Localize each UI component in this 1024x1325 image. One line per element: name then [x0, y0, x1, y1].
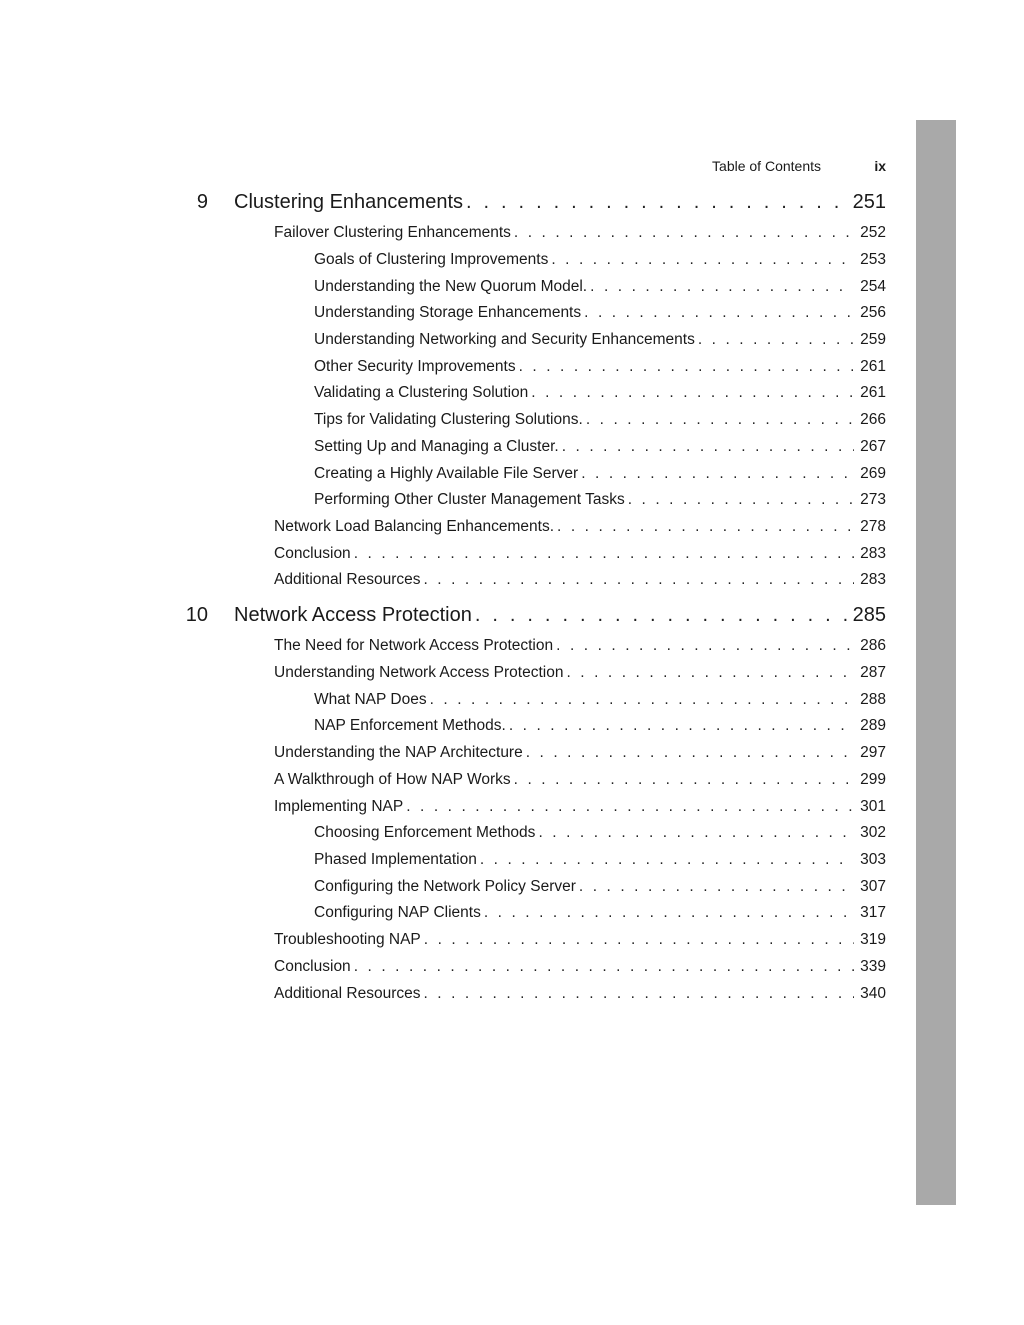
toc-entry-title: NAP Enforcement Methods.	[314, 717, 506, 734]
chapter-number: 9	[196, 191, 208, 213]
toc-entry-title: Implementing NAP	[274, 798, 404, 815]
toc-subentry[interactable]	[314, 302, 886, 324]
toc-entry-title: Understanding Networking and Security Enhancements	[314, 331, 695, 348]
toc-entry-page: 267	[860, 438, 886, 455]
toc-entry-title: Goals of Clustering Improvements	[314, 251, 549, 268]
dot-leader	[566, 662, 854, 684]
dot-leader	[698, 329, 854, 351]
toc-subentry[interactable]	[314, 356, 886, 378]
toc-entry[interactable]	[274, 742, 886, 764]
running-head-title: Table of Contents	[712, 158, 821, 174]
dot-leader	[423, 569, 854, 591]
toc-entry[interactable]	[274, 222, 886, 244]
dot-leader	[531, 382, 854, 404]
chapter-title-line[interactable]	[234, 601, 886, 629]
chapter-title-line[interactable]	[234, 188, 886, 216]
toc-entry-title: The Need for Network Access Protection	[274, 637, 554, 654]
dot-leader	[423, 983, 854, 1005]
toc-entry-title: Additional Resources	[274, 571, 421, 588]
toc-entry-title: Phased Implementation	[314, 851, 477, 868]
toc-entry[interactable]	[274, 796, 886, 818]
dot-leader	[354, 543, 854, 565]
dot-leader	[556, 635, 854, 657]
toc-entry-title: Failover Clustering Enhancements	[274, 224, 511, 241]
toc-entry-page: 317	[860, 904, 886, 921]
toc-entry-title: Performing Other Cluster Management Tasks	[314, 491, 625, 508]
toc-entry-title: Understanding Storage Enhancements	[314, 304, 582, 321]
dot-leader	[466, 188, 847, 216]
chapter-title: Network Access Protection	[234, 604, 472, 626]
chapter-page: 251	[852, 191, 886, 213]
toc-entry-title: Setting Up and Managing a Cluster.	[314, 438, 559, 455]
toc-subentry[interactable]	[314, 249, 886, 271]
toc-entry[interactable]	[274, 635, 886, 657]
toc-entry-title: Configuring NAP Clients	[314, 904, 481, 921]
toc-entry-page: 286	[860, 637, 886, 654]
toc-entry[interactable]	[274, 769, 886, 791]
toc-subentry[interactable]	[314, 876, 886, 898]
toc-subentry[interactable]	[314, 902, 886, 924]
toc-entry-page: 278	[860, 518, 886, 535]
toc-entry-page: 289	[860, 717, 886, 734]
toc-subentry[interactable]	[314, 382, 886, 404]
toc-entry-title: Choosing Enforcement Methods	[314, 824, 536, 841]
toc-entry-page: 283	[860, 571, 886, 588]
toc-entry-title: Validating a Clustering Solution	[314, 384, 529, 401]
toc-entry-title: Network Load Balancing Enhancements.	[274, 518, 555, 535]
chapter-number: 10	[185, 604, 208, 626]
toc-entry[interactable]	[274, 516, 886, 538]
toc-entry-title: Tips for Validating Clustering Solutions.	[314, 411, 583, 428]
dot-leader	[586, 409, 854, 431]
page-edge-thumb-tab	[916, 120, 956, 1205]
dot-leader	[514, 222, 854, 244]
toc-entry-title: Additional Resources	[274, 985, 421, 1002]
toc-entry-page: 273	[860, 491, 886, 508]
toc-entry-page: 302	[860, 824, 886, 841]
dot-leader	[526, 742, 854, 764]
toc-entry-title: Understanding the New Quorum Model.	[314, 278, 588, 295]
toc-entry[interactable]	[274, 543, 886, 565]
toc-entry-page: 299	[860, 771, 886, 788]
toc-entry-page: 269	[860, 465, 886, 482]
dot-leader	[584, 302, 854, 324]
toc-entry-title: Understanding the NAP Architecture	[274, 744, 523, 761]
toc-entry[interactable]	[274, 929, 886, 951]
dot-leader	[406, 796, 854, 818]
running-head-page-number: ix	[874, 158, 886, 174]
toc-entry[interactable]	[274, 569, 886, 591]
toc-entry-page: 297	[860, 744, 886, 761]
toc-entry-title: A Walkthrough of How NAP Works	[274, 771, 511, 788]
toc-entry-page: 252	[860, 224, 886, 241]
dot-leader	[557, 516, 854, 538]
dot-leader	[424, 929, 854, 951]
toc-entry-page: 303	[860, 851, 886, 868]
dot-leader	[475, 601, 847, 629]
dot-leader	[484, 902, 854, 924]
toc-entry-title: Understanding Network Access Protection	[274, 664, 564, 681]
toc-subentry[interactable]	[314, 822, 886, 844]
toc-entry-title: Conclusion	[274, 545, 351, 562]
toc-entry-page: 307	[860, 878, 886, 895]
toc-entry-page: 319	[860, 931, 886, 948]
toc-subentry[interactable]	[314, 715, 886, 737]
toc-entry-page: 259	[860, 331, 886, 348]
toc-entry-page: 261	[860, 384, 886, 401]
toc-subentry[interactable]	[314, 436, 886, 458]
toc-subentry[interactable]	[314, 489, 886, 511]
toc-subentry[interactable]	[314, 276, 886, 298]
dot-leader	[509, 715, 854, 737]
dot-leader	[480, 849, 854, 871]
toc-entry-page: 301	[860, 798, 886, 815]
toc-subentry[interactable]	[314, 849, 886, 871]
toc-entry-page: 287	[860, 664, 886, 681]
toc-entry-page: 288	[860, 691, 886, 708]
running-head	[600, 157, 886, 175]
toc-entry-page: 254	[860, 278, 886, 295]
toc-entry[interactable]	[274, 662, 886, 684]
dot-leader	[354, 956, 854, 978]
dot-leader	[430, 689, 855, 711]
toc-entry-title: Troubleshooting NAP	[274, 931, 421, 948]
dot-leader	[579, 876, 854, 898]
chapter-title: Clustering Enhancements	[234, 191, 464, 213]
toc-entry[interactable]	[274, 983, 886, 1005]
toc-subentry[interactable]	[314, 689, 886, 711]
toc-subentry[interactable]	[314, 329, 886, 351]
dot-leader	[590, 276, 854, 298]
dot-leader	[581, 463, 854, 485]
toc-entry-page: 253	[860, 251, 886, 268]
dot-leader	[628, 489, 854, 511]
toc-subentry[interactable]	[314, 409, 886, 431]
toc-entry-title: What NAP Does	[314, 691, 427, 708]
toc-entry-title: Other Security Improvements	[314, 358, 516, 375]
toc-entry-page: 283	[860, 545, 886, 562]
toc-entry-page: 266	[860, 411, 886, 428]
toc-subentry[interactable]	[314, 463, 886, 485]
toc-entry-title: Configuring the Network Policy Server	[314, 878, 576, 895]
toc-entry-title: Conclusion	[274, 958, 351, 975]
toc-entry-page: 256	[860, 304, 886, 321]
dot-leader	[514, 769, 855, 791]
toc-entry-page: 339	[860, 958, 886, 975]
chapter-page: 285	[852, 604, 886, 626]
dot-leader	[538, 822, 854, 844]
toc-entry-page: 261	[860, 358, 886, 375]
toc-entry[interactable]	[274, 956, 886, 978]
dot-leader	[519, 356, 855, 378]
toc-entry-page: 340	[860, 985, 886, 1002]
dot-leader	[562, 436, 854, 458]
dot-leader	[551, 249, 854, 271]
toc-entry-title: Creating a Highly Available File Server	[314, 465, 579, 482]
